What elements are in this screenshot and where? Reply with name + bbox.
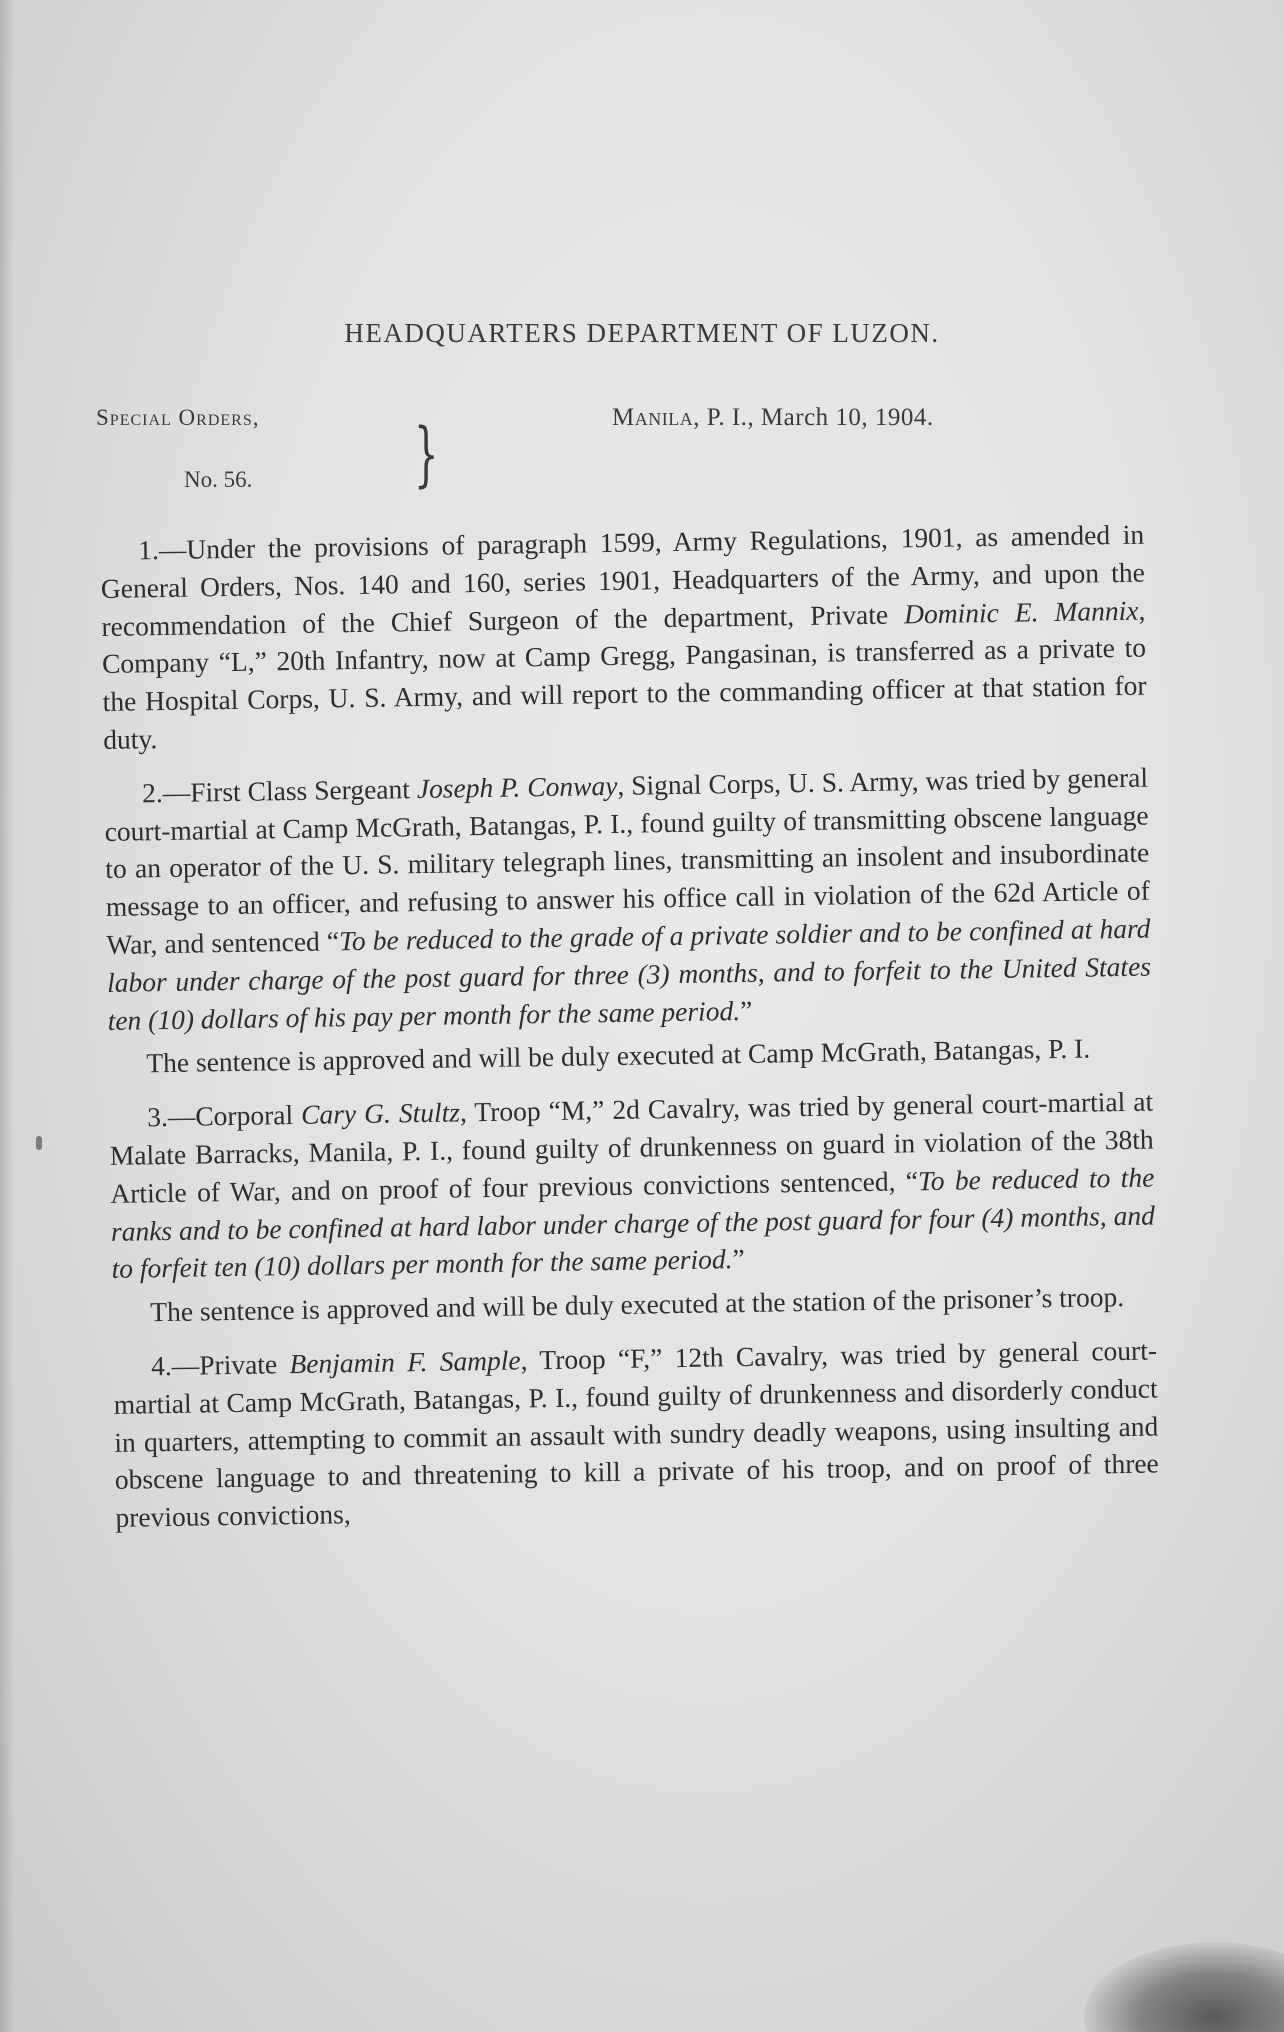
closing-quote: ” — [739, 994, 753, 1026]
paragraph-1 — [100, 516, 1147, 759]
paragraph-3 — [109, 1083, 1156, 1288]
paragraph-text: 4.—Private — [150, 1348, 290, 1382]
document-heading: HEADQUARTERS DEPARTMENT OF LUZON. — [344, 318, 940, 348]
brace-glyph: } — [414, 413, 439, 495]
paragraph-2 — [104, 758, 1152, 1039]
orders-title: Special Orders, — [96, 405, 260, 430]
orders-block — [96, 405, 439, 505]
paragraph-4 — [113, 1331, 1160, 1536]
paragraph-text: 3.—Corporal — [146, 1099, 302, 1133]
person-name: Benjamin F. Sample — [289, 1344, 521, 1380]
orders-number: No. 56. — [184, 467, 253, 492]
paragraph-text: , Troop “F,” 12th Cavalry, was tried by general court-martial at Camp McGrath, Batangas, P. I., found guilty of drunkenness and disorderly conduct in quarters, attempting to commit an assault with sundry deadly weapons, using insulting and obscene language to and threatening to kill a private of his troop, and on proof of three previous convictions, — [113, 1334, 1160, 1534]
page-edge-shadow — [0, 0, 14, 2032]
orders-body — [100, 516, 1160, 1553]
paragraph-text: 1.—Under the provisions of paragraph 1599, Army Regulations, 1901, as amended in General Orders, Nos. 140 and 160, series 1901, Headquarters of the Army, and upon the recommendation of the Chief Surgeon of the department, Private — [100, 518, 1145, 642]
paragraph-text: 2.—First Class Sergeant — [141, 772, 418, 809]
sentence-text: To be reduced to the grade of a private soldier and to be confined at hard labor under charge of the post guard for three (3) months, and to forfeit to the United States ten (10) dollars of his pay per month for the same period. — [106, 912, 1152, 1036]
dateline-place: Manila — [612, 404, 694, 431]
paragraph-text: , Signal Corps, U. S. Army, was tried by general court-martial at Camp McGrath, Batangas, P. I., found guilty of transmitting obscene language to an operator of the U. S. military telegraph lines, transmitting an insolent and insubordinate message to an officer, and refusing to answer his office call in violation of the 62d Article of War, and sentenced “ — [104, 761, 1150, 960]
paragraph-text: , Company “L,” 20th Infantry, now at Camp Gregg, Pangasinan, is transferred as a private to the Hospital Corps, U. S. Army, and will report to the commanding officer at that station for duty. — [101, 594, 1147, 755]
person-name: Joseph P. Conway — [416, 769, 618, 804]
dateline — [612, 404, 934, 432]
approval-3: The sentence is approved and will be duly executed at the station of the prisoner’s troop. — [150, 1281, 1125, 1328]
ink-speck — [36, 1136, 42, 1150]
closing-quote: ” — [732, 1243, 745, 1275]
approval-2: The sentence is approved and will be duly executed at Camp McGrath, Batangas, P. I. — [146, 1032, 1091, 1079]
person-name: Cary G. Stultz — [300, 1096, 461, 1131]
corner-shadow — [1084, 1942, 1284, 2032]
dateline-rest: , P. I., March 10, 1904. — [693, 404, 934, 431]
person-name: Dominic E. Mannix — [903, 594, 1139, 629]
paragraph-text: , Troop “M,” 2d Cavalry, was tried by general court-martial at Malate Barracks, Manila, P. I., found guilty of drunkenness on guard in violation of the 38th Article of War, and on proof of four previous convictions sentenced, “ — [109, 1085, 1154, 1209]
sentence-text: To be reduced to the ranks and to be confined at hard labor under charge of the post guard for four (4) months, and to forfeit ten (10) dollars per month for the same period. — [110, 1161, 1156, 1285]
